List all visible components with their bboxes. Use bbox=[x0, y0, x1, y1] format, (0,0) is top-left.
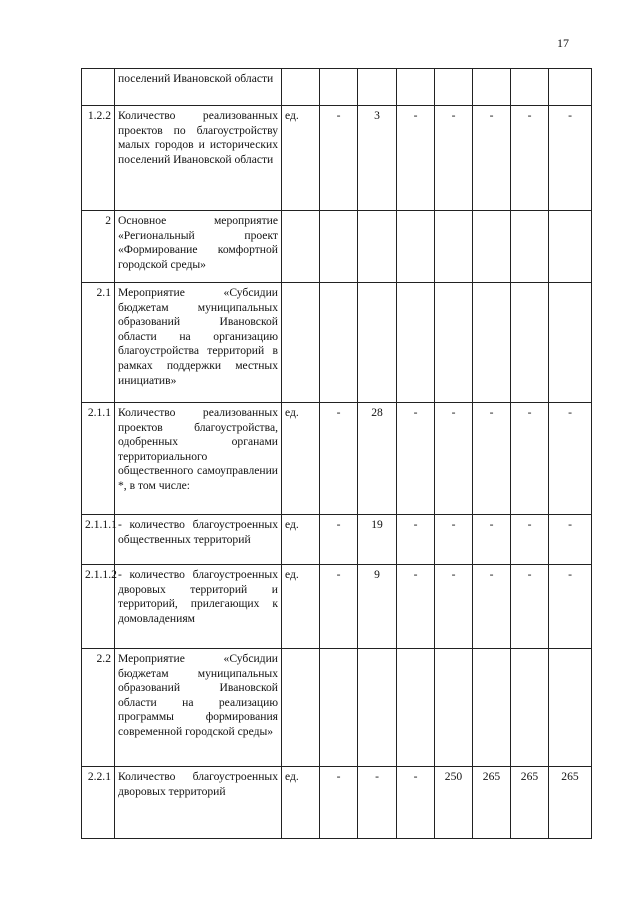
value-cell: - bbox=[320, 106, 358, 211]
indicator-name: Количество благоустроенных дворовых территорий bbox=[115, 767, 282, 839]
value-cell: - bbox=[511, 515, 549, 565]
value-cell: 265 bbox=[473, 767, 511, 839]
value-cell: 265 bbox=[511, 767, 549, 839]
row-number: 2.1.1.2 bbox=[82, 565, 115, 649]
table-row bbox=[82, 403, 592, 515]
indicator-name: Основное мероприятие «Региональный проект «Формирование комфортной городской среды» bbox=[115, 211, 282, 283]
value-cell bbox=[358, 283, 397, 403]
unit-cell: ед. bbox=[282, 565, 320, 649]
value-cell bbox=[511, 649, 549, 767]
value-cell: - bbox=[511, 403, 549, 515]
value-cell: - bbox=[549, 106, 592, 211]
table-row bbox=[82, 565, 592, 649]
indicator-name: - количество благоустроенных общественных территорий bbox=[115, 515, 282, 565]
value-cell: - bbox=[397, 767, 435, 839]
value-cell bbox=[397, 211, 435, 283]
indicator-name: Мероприятие «Субсидии бюджетам муниципальных образований Ивановской области на организацию благоустройства территорий в рамках поддержки местных инициатив» bbox=[115, 283, 282, 403]
value-cell bbox=[511, 211, 549, 283]
value-cell bbox=[435, 283, 473, 403]
value-cell: - bbox=[549, 515, 592, 565]
value-cell bbox=[397, 649, 435, 767]
value-cell: - bbox=[549, 403, 592, 515]
value-cell: - bbox=[435, 565, 473, 649]
value-cell: 250 bbox=[435, 767, 473, 839]
table-row bbox=[82, 649, 592, 767]
table-row bbox=[82, 515, 592, 565]
indicators-body bbox=[82, 69, 592, 839]
row-number: 2 bbox=[82, 211, 115, 283]
row-number: 1.2.2 bbox=[82, 106, 115, 211]
value-cell bbox=[549, 283, 592, 403]
unit-cell: ед. bbox=[282, 106, 320, 211]
indicator-name: - количество благоустроенных дворовых территорий и территорий, прилегающих к домовладениям bbox=[115, 565, 282, 649]
indicator-name: Количество реализованных проектов благоустройства, одобренных органами территориального общественного самоуправлении *, в том числе: bbox=[115, 403, 282, 515]
value-cell bbox=[435, 69, 473, 106]
page-number: 17 bbox=[557, 36, 569, 50]
value-cell bbox=[511, 69, 549, 106]
table-row bbox=[82, 211, 592, 283]
indicator-name: Мероприятие «Субсидии бюджетам муниципальных образований Ивановской области на реализацию программы формирования современной городской среды» bbox=[115, 649, 282, 767]
value-cell: 19 bbox=[358, 515, 397, 565]
value-cell: - bbox=[435, 106, 473, 211]
value-cell: - bbox=[320, 403, 358, 515]
value-cell bbox=[473, 649, 511, 767]
value-cell: - bbox=[511, 565, 549, 649]
value-cell: - bbox=[473, 403, 511, 515]
table-row bbox=[82, 106, 592, 211]
indicator-name: поселений Ивановской области bbox=[115, 69, 282, 106]
unit-cell bbox=[282, 283, 320, 403]
value-cell bbox=[320, 69, 358, 106]
table-row bbox=[82, 283, 592, 403]
unit-cell bbox=[282, 649, 320, 767]
value-cell bbox=[473, 69, 511, 106]
value-cell bbox=[549, 69, 592, 106]
value-cell: - bbox=[358, 767, 397, 839]
value-cell: - bbox=[320, 767, 358, 839]
row-number: 2.2 bbox=[82, 649, 115, 767]
value-cell bbox=[435, 211, 473, 283]
value-cell: - bbox=[320, 515, 358, 565]
value-cell bbox=[473, 283, 511, 403]
value-cell bbox=[549, 211, 592, 283]
value-cell bbox=[358, 69, 397, 106]
value-cell bbox=[473, 211, 511, 283]
value-cell: - bbox=[435, 515, 473, 565]
unit-cell: ед. bbox=[282, 767, 320, 839]
value-cell: 265 bbox=[549, 767, 592, 839]
value-cell bbox=[549, 649, 592, 767]
value-cell: - bbox=[397, 515, 435, 565]
indicator-name: Количество реализованных проектов по благоустройству малых городов и исторических поселений Ивановской области bbox=[115, 106, 282, 211]
row-number bbox=[82, 69, 115, 106]
value-cell: - bbox=[549, 565, 592, 649]
value-cell bbox=[435, 649, 473, 767]
row-number: 2.2.1 bbox=[82, 767, 115, 839]
value-cell: - bbox=[473, 565, 511, 649]
row-number: 2.1.1.1 bbox=[82, 515, 115, 565]
value-cell: - bbox=[397, 565, 435, 649]
table-row bbox=[82, 69, 592, 106]
value-cell bbox=[320, 211, 358, 283]
unit-cell: ед. bbox=[282, 515, 320, 565]
value-cell bbox=[397, 69, 435, 106]
unit-cell: ед. bbox=[282, 403, 320, 515]
table-row bbox=[82, 767, 592, 839]
value-cell: - bbox=[473, 106, 511, 211]
value-cell: 28 bbox=[358, 403, 397, 515]
value-cell bbox=[320, 283, 358, 403]
row-number: 2.1 bbox=[82, 283, 115, 403]
value-cell: 9 bbox=[358, 565, 397, 649]
value-cell bbox=[358, 649, 397, 767]
indicators-table bbox=[81, 68, 592, 839]
value-cell: - bbox=[397, 403, 435, 515]
value-cell: - bbox=[473, 515, 511, 565]
unit-cell bbox=[282, 211, 320, 283]
value-cell: - bbox=[435, 403, 473, 515]
value-cell bbox=[511, 283, 549, 403]
value-cell: - bbox=[397, 106, 435, 211]
value-cell: - bbox=[511, 106, 549, 211]
value-cell bbox=[320, 649, 358, 767]
value-cell: - bbox=[320, 565, 358, 649]
unit-cell bbox=[282, 69, 320, 106]
value-cell bbox=[358, 211, 397, 283]
row-number: 2.1.1 bbox=[82, 403, 115, 515]
value-cell: 3 bbox=[358, 106, 397, 211]
value-cell bbox=[397, 283, 435, 403]
